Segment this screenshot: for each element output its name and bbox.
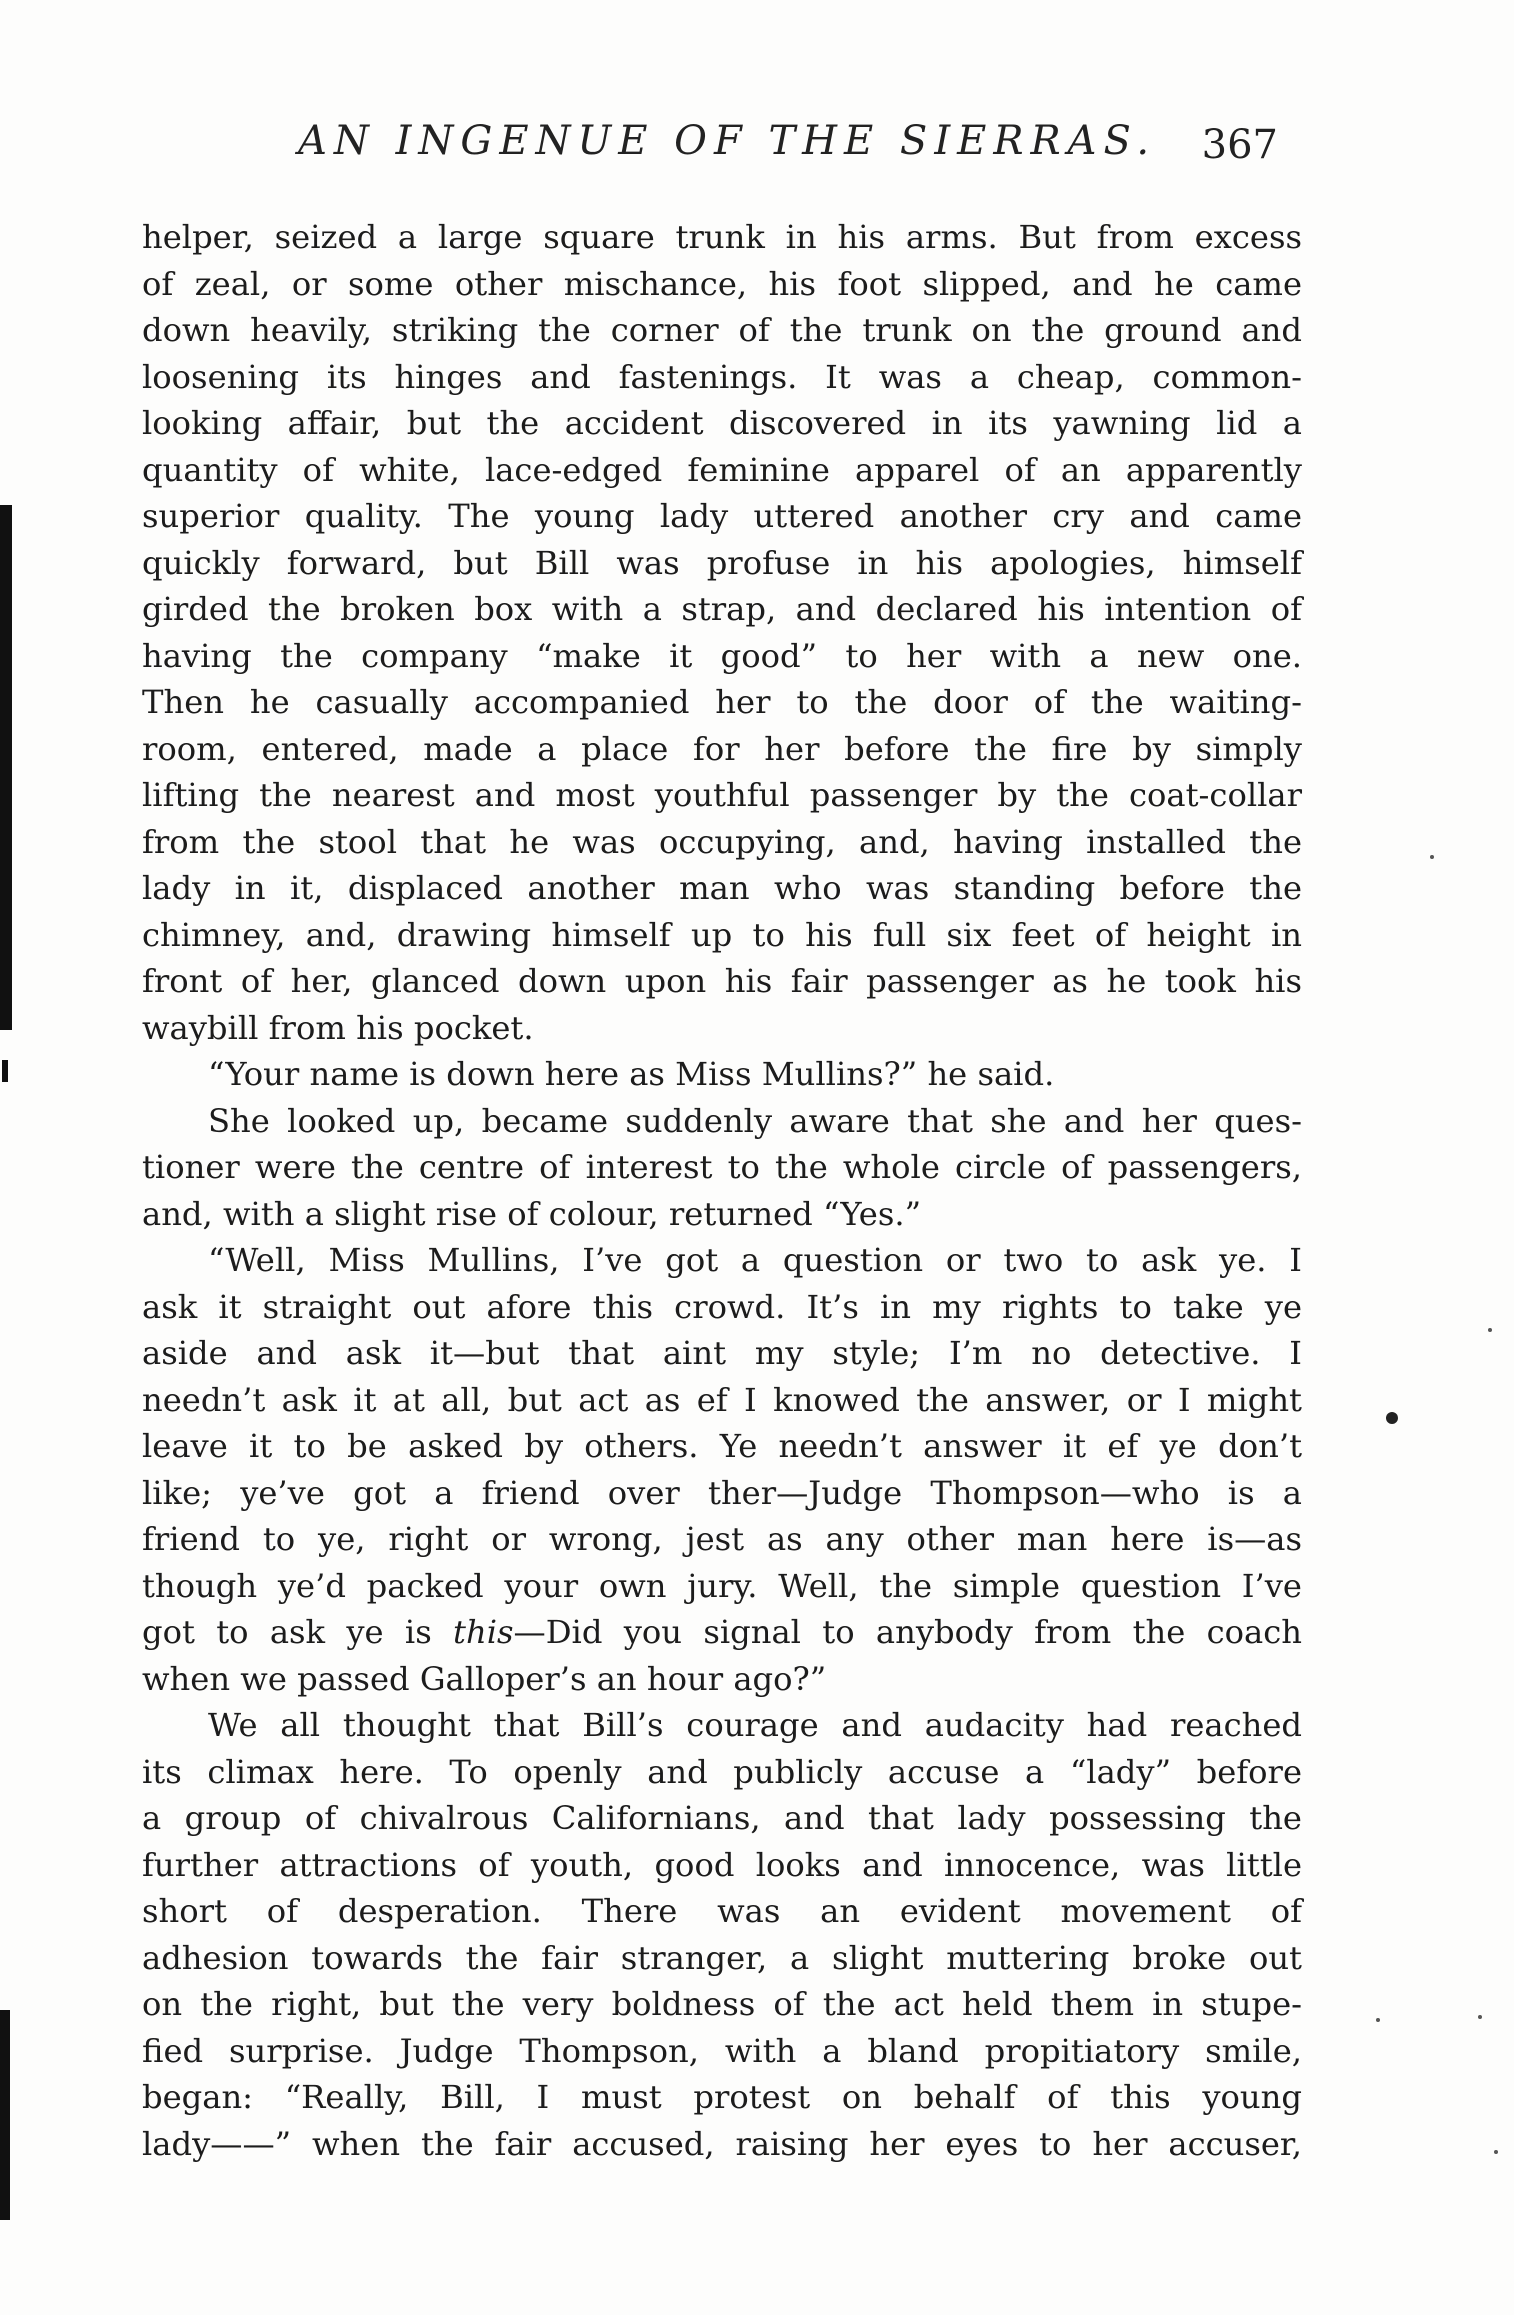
text-line: a group of chivalrous Californians, and that lady possessing the (142, 1799, 1302, 1837)
text-line: quickly forward, but Bill was profuse in his apologies, himself (142, 543, 1302, 582)
running-title: AN INGENUE OF THE SIERRAS. (298, 118, 1157, 164)
text-line: needn’t ask it at all, but act as ef I knowed the answer, or I might (142, 1380, 1302, 1419)
page-number: 367 (1201, 122, 1278, 168)
text-segment: got to ask ye is (142, 1613, 454, 1651)
text-line: friend to ye, right or wrong, jest as any other man here is—as (142, 1520, 1302, 1558)
text-line: leave it to be asked by others. Ye needn’t answer it ef ye don’t (142, 1427, 1302, 1465)
text-line: girded the broken box with a strap, and declared his intention of (142, 590, 1302, 628)
text-line: like; ye’ve got a friend over ther—Judge Thompson—who is a (142, 1473, 1302, 1512)
text-line: began: “Really, Bill, I must protest on behalf of this young (142, 2078, 1302, 2116)
scan-speck (1430, 855, 1434, 859)
text-line: lifting the nearest and most youthful passenger by the coat-collar (142, 776, 1302, 814)
text-line: further attractions of youth, good looks and innocence, was little (142, 1845, 1302, 1884)
text-line: having the company “make it good” to her with a new one. (142, 636, 1302, 675)
body-text (142, 214, 1302, 2167)
text-line: when we passed Galloper’s an hour ago?” (142, 1659, 827, 1698)
text-line: though ye’d packed your own jury. Well, the simple question I’ve (142, 1566, 1302, 1605)
text-line: tioner were the centre of interest to the whole circle of passengers, (142, 1148, 1302, 1186)
text-line: on the right, but the very boldness of the act held them in stupe- (142, 1985, 1302, 2023)
text-line: loosening its hinges and fastenings. It was a cheap, common- (142, 357, 1302, 396)
text-line: its climax here. To openly and publicly accuse a “lady” before (142, 1752, 1302, 1791)
text-line: superior quality. The young lady uttered another cry and came (142, 497, 1302, 535)
text-line: waybill from his pocket. (142, 1008, 534, 1047)
text-line: short of desperation. There was an evident movement of (142, 1892, 1302, 1930)
text-line: “Your name is down here as Miss Mullins?” he said. (208, 1055, 1055, 1093)
scan-edge-mark (2, 1060, 8, 1082)
text-line: lady——” when the fair accused, raising her eyes to her accuser, (142, 2124, 1302, 2163)
text-line: helper, seized a large square trunk in his arms. But from excess (142, 218, 1302, 256)
text-line: down heavily, striking the corner of the trunk on the ground and (142, 311, 1302, 349)
running-header (298, 118, 1278, 178)
text-line: We all thought that Bill’s courage and audacity had reached (208, 1706, 1302, 1744)
scan-speck (1494, 2150, 1498, 2154)
scan-speck (1488, 1328, 1492, 1332)
text-line: “Well, Miss Mullins, I’ve got a question or two to ask ye. I (208, 1241, 1302, 1279)
text-line: chimney, and, drawing himself up to his full six feet of height in (142, 915, 1302, 954)
text-line: aside and ask it—but that aint my style; I’m no detective. I (142, 1334, 1302, 1372)
text-line: of zeal, or some other mischance, his foot slipped, and he came (142, 264, 1302, 303)
text-line: ask it straight out afore this crowd. It’s in my rights to take ye (142, 1287, 1302, 1326)
text-line (142, 1609, 1302, 1656)
scan-edge-mark (0, 2010, 10, 2220)
text-line: from the stool that he was occupying, and, having installed the (142, 822, 1302, 861)
scan-edge-mark (0, 505, 12, 1030)
scan-speck (1478, 2015, 1482, 2019)
text-line: front of her, glanced down upon his fair passenger as he took his (142, 962, 1302, 1000)
text-line: lady in it, displaced another man who was standing before the (142, 869, 1302, 907)
text-line: looking affair, but the accident discovered in its yawning lid a (142, 404, 1302, 442)
text-line: quantity of white, lace-edged feminine apparel of an apparently (142, 450, 1302, 489)
text-line: fied surprise. Judge Thompson, with a bland propitiatory smile, (142, 2031, 1302, 2070)
scan-speck (1386, 1412, 1398, 1424)
italic-word: this (453, 1613, 514, 1651)
text-line: adhesion towards the fair stranger, a slight muttering broke out (142, 1938, 1302, 1977)
text-line: Then he casually accompanied her to the door of the waiting- (142, 683, 1302, 721)
text-line: and, with a slight rise of colour, returned “Yes.” (142, 1194, 922, 1233)
text-segment: —Did you signal to anybody from the coach (513, 1613, 1302, 1651)
text-line: room, entered, made a place for her before the fire by simply (142, 729, 1302, 768)
text-line: She looked up, became suddenly aware that she and her ques- (208, 1101, 1302, 1140)
scan-speck (1376, 2018, 1380, 2022)
